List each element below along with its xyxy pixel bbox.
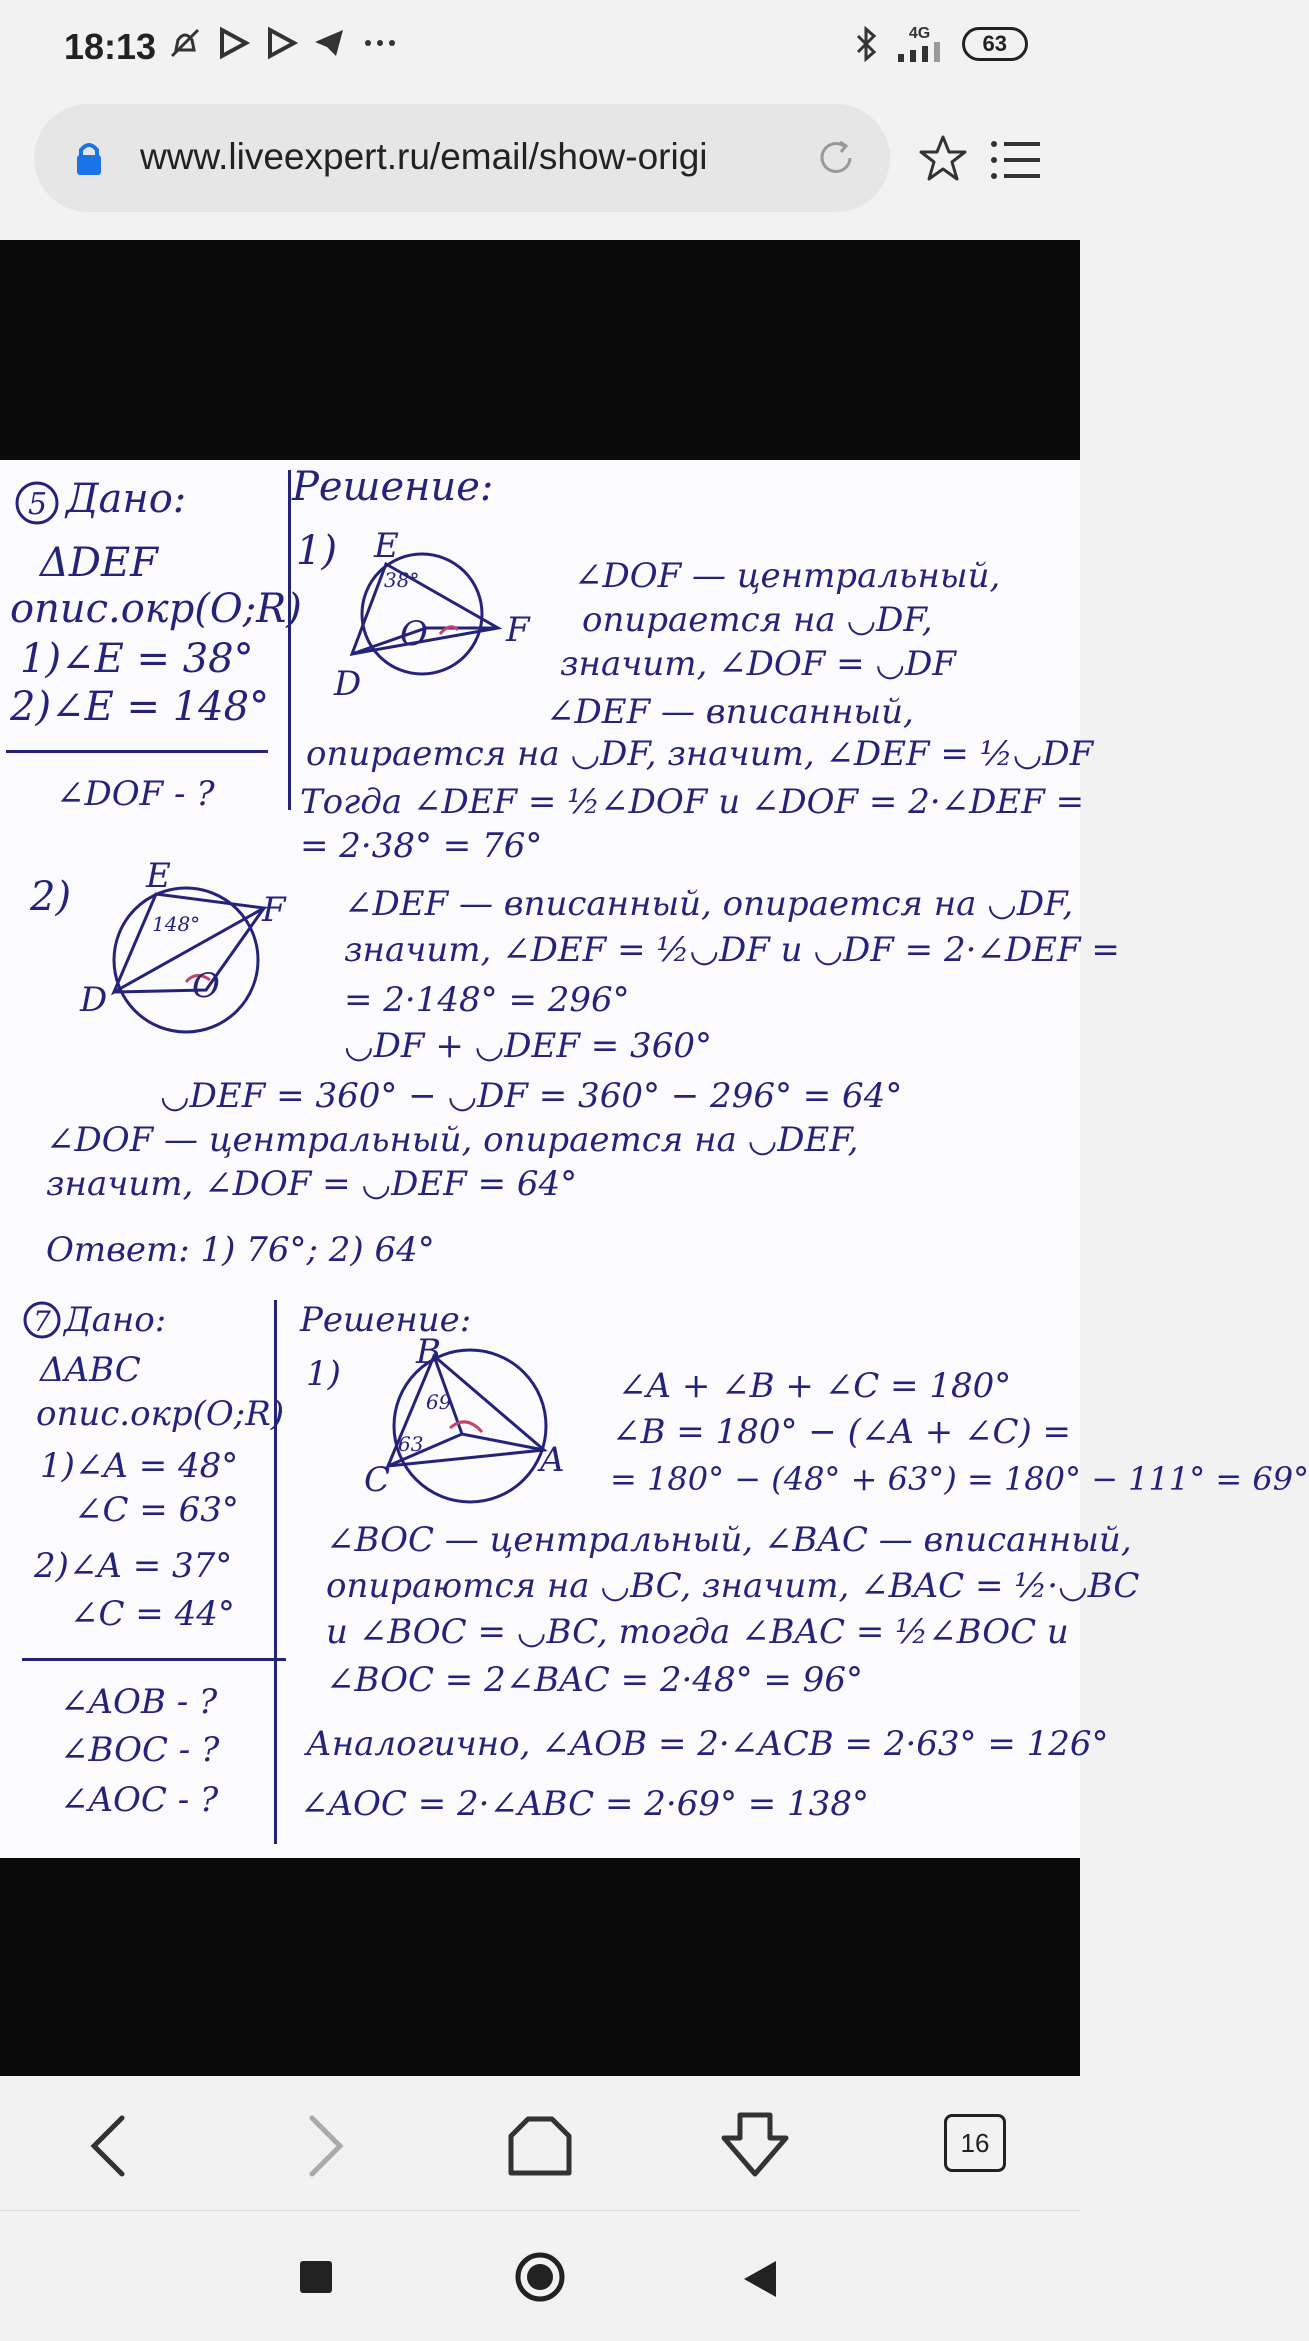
p7-given-1a: 1)∠A = 48° bbox=[40, 1446, 239, 1486]
list-menu-icon[interactable] bbox=[990, 140, 1042, 180]
fig1-label-O: O bbox=[400, 614, 428, 654]
fig1-label-E: E bbox=[374, 526, 399, 566]
fig1-label-F: F bbox=[506, 610, 530, 650]
p5-s2-line7: значит, ∠DOF = ◡DEF = 64° bbox=[46, 1164, 578, 1204]
download-icon[interactable] bbox=[720, 2112, 790, 2178]
network-label: 4G bbox=[908, 25, 931, 42]
p5-s2-line2: значит, ∠DEF = ½◡DF и ◡DF = 2·∠DEF = bbox=[344, 930, 1120, 970]
p7-part1-num: 1) bbox=[306, 1354, 341, 1394]
p5-s1-line3: значит, ∠DOF = ◡DF bbox=[560, 644, 956, 684]
svg-text:7: 7 bbox=[33, 1305, 51, 1338]
page-black-band-top bbox=[0, 240, 1080, 460]
p7-s-line3: = 180° − (48° + 63°) = 180° − 111° = 69° bbox=[610, 1460, 1309, 1498]
play-icon bbox=[264, 26, 298, 60]
p5-s1-line7: = 2·38° = 76° bbox=[300, 826, 543, 866]
problem-number-7-badge bbox=[22, 1300, 62, 1340]
reload-icon[interactable] bbox=[814, 136, 858, 180]
page-black-band-bottom bbox=[0, 1858, 1080, 2076]
p5-part2-num: 2) bbox=[30, 874, 72, 920]
p5-given-circle: опис.окр(O;R) bbox=[10, 586, 302, 632]
system-navigation-bar bbox=[0, 2210, 1080, 2341]
more-icon bbox=[360, 26, 400, 60]
tabs-icon[interactable]: 16 bbox=[944, 2114, 1006, 2172]
column-divider bbox=[288, 470, 291, 810]
p7-given-triangle: ΔABC bbox=[40, 1350, 141, 1390]
forward-icon[interactable] bbox=[306, 2114, 346, 2178]
fig2-label-F: F bbox=[262, 890, 286, 930]
p7-s-line8: Аналогично, ∠AOB = 2·∠ACB = 2·63° = 126° bbox=[306, 1724, 1109, 1764]
fig3-label-B: B bbox=[416, 1332, 441, 1372]
fig1-angle-label: 38° bbox=[384, 568, 420, 592]
home-icon[interactable] bbox=[514, 2251, 566, 2303]
problem-number-5-badge bbox=[14, 480, 60, 526]
bluetooth-icon bbox=[854, 26, 878, 62]
p5-s1-line5: опирается на ◡DF, значит, ∠DEF = ½◡DF bbox=[306, 734, 1094, 774]
p5-s2-line5: ◡DEF = 360° − ◡DF = 360° − 296° = 64° bbox=[160, 1076, 903, 1116]
p7-s-line1: ∠A + ∠B + ∠C = 180° bbox=[618, 1366, 1012, 1406]
p7-s-line4: ∠BOC — центральный, ∠BAC — вписанный, bbox=[326, 1520, 1132, 1560]
p5-s1-line4: ∠DEF — вписанный, bbox=[546, 692, 914, 732]
fig2-label-O: O bbox=[192, 966, 220, 1006]
p5-s1-line6: Тогда ∠DEF = ½∠DOF и ∠DOF = 2·∠DEF = bbox=[300, 782, 1085, 822]
p7-s-line2: ∠B = 180° − (∠A + ∠C) = bbox=[612, 1412, 1072, 1452]
telegram-icon bbox=[312, 26, 346, 60]
battery-indicator: 63 bbox=[962, 27, 1028, 61]
circle-figure-1 bbox=[330, 530, 520, 680]
circle-figure-2 bbox=[86, 870, 286, 1040]
p5-s2-line6: ∠DOF — центральный, опирается на ◡DEF, bbox=[46, 1120, 859, 1160]
p5-answer: Ответ: 1) 76°; 2) 64° bbox=[46, 1230, 435, 1270]
fig1-label-D: D bbox=[334, 664, 362, 704]
svg-text:5: 5 bbox=[28, 487, 48, 522]
given-divider bbox=[6, 750, 268, 753]
back-icon[interactable] bbox=[88, 2114, 128, 2178]
fig3-angle-69: 69 bbox=[426, 1390, 452, 1414]
status-bar bbox=[0, 0, 1080, 96]
fig3-angle-63: 63 bbox=[398, 1432, 424, 1456]
address-bar[interactable] bbox=[34, 104, 890, 212]
fig2-label-E: E bbox=[146, 856, 171, 896]
mute-icon bbox=[168, 26, 202, 60]
p7-s-line6: и ∠BOC = ◡BC, тогда ∠BAC = ½∠BOC и bbox=[326, 1612, 1069, 1652]
p7-given-2a: 2)∠A = 37° bbox=[34, 1546, 233, 1586]
p5-find: ∠DOF - ? bbox=[56, 774, 215, 814]
home-icon[interactable] bbox=[508, 2116, 572, 2176]
p5-s1-line2: опирается на ◡DF, bbox=[582, 600, 933, 640]
fig3-label-A: A bbox=[540, 1440, 565, 1480]
p7-given-2b: ∠C = 44° bbox=[70, 1594, 235, 1634]
p7-s-line9: ∠AOC = 2·∠ABC = 2·69° = 138° bbox=[300, 1784, 869, 1824]
p5-part1-num: 1) bbox=[296, 528, 338, 574]
fig2-label-D: D bbox=[80, 980, 108, 1020]
clock: 18:13 bbox=[64, 26, 157, 67]
p5-given-title: Дано: bbox=[66, 476, 187, 522]
p5-s1-line1: ∠DOF — центральный, bbox=[574, 556, 1001, 596]
p7-given-title: Дано: bbox=[64, 1300, 167, 1340]
signal-icon bbox=[894, 42, 946, 62]
p7-find-3: ∠AOC - ? bbox=[60, 1780, 219, 1820]
circle-figure-3 bbox=[370, 1340, 570, 1510]
browser-toolbar bbox=[0, 2076, 1080, 2210]
fig3-label-C: C bbox=[364, 1460, 391, 1500]
p5-solution-title: Решение: bbox=[292, 464, 494, 510]
lock-icon bbox=[74, 140, 104, 176]
p7-find-1: ∠AOB - ? bbox=[60, 1682, 218, 1722]
bookmark-star-icon[interactable] bbox=[918, 134, 968, 182]
p5-s2-line3: = 2·148° = 296° bbox=[344, 980, 630, 1020]
column-divider-7 bbox=[274, 1300, 277, 1844]
p7-given-circle: опис.окр(O;R) bbox=[36, 1394, 285, 1434]
p5-given-triangle: ΔDEF bbox=[40, 540, 158, 586]
p7-given-1b: ∠C = 63° bbox=[74, 1490, 239, 1530]
p7-find-2: ∠BOC - ? bbox=[60, 1730, 220, 1770]
play-icon bbox=[216, 26, 250, 60]
p7-solution-title: Решение: bbox=[300, 1300, 472, 1340]
network-type bbox=[894, 26, 946, 62]
p5-s2-line4: ◡DF + ◡DEF = 360° bbox=[344, 1026, 712, 1066]
p5-given-1: 1)∠E = 38° bbox=[20, 636, 254, 682]
back-icon[interactable] bbox=[742, 2259, 778, 2299]
homework-image bbox=[0, 460, 1309, 1858]
p5-s2-line1: ∠DEF — вписанный, опирается на ◡DF, bbox=[344, 884, 1074, 924]
recents-icon[interactable] bbox=[300, 2261, 332, 2293]
p7-s-line5: опираются на ◡BC, значит, ∠BAC = ½·◡BC bbox=[326, 1566, 1140, 1606]
fig2-angle-label: 148° bbox=[152, 912, 201, 936]
notification-icons bbox=[168, 26, 400, 60]
p7-s-line7: ∠BOC = 2∠BAC = 2·48° = 96° bbox=[326, 1660, 863, 1700]
url-text[interactable]: www.liveexpert.ru/email/show-origi bbox=[140, 136, 708, 177]
given-divider-7 bbox=[22, 1658, 286, 1661]
p5-given-2: 2)∠E = 148° bbox=[10, 684, 270, 730]
